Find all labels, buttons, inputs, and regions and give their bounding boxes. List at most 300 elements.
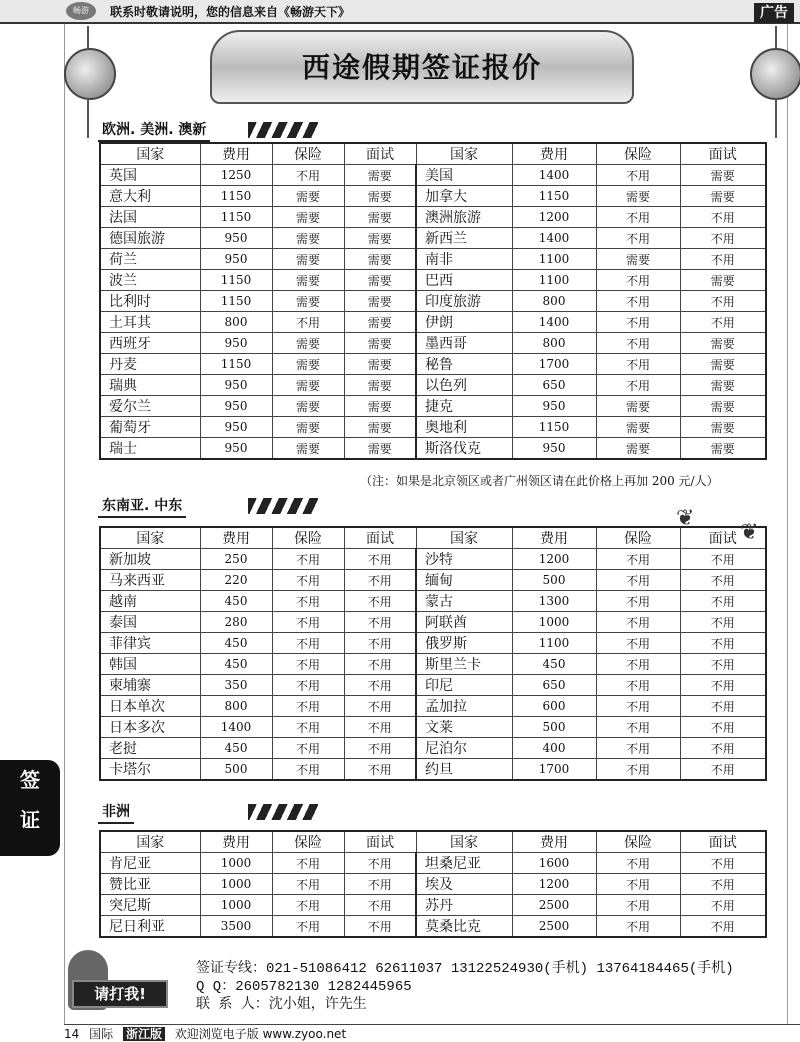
value-cell: 需要 bbox=[272, 375, 344, 396]
country-cell: 缅甸 bbox=[416, 570, 512, 591]
value-cell: 需要 bbox=[272, 228, 344, 249]
country-cell: 沙特 bbox=[416, 549, 512, 570]
country-cell: 斯里兰卡 bbox=[416, 654, 512, 675]
value-cell: 650 bbox=[512, 675, 596, 696]
value-cell: 不用 bbox=[344, 612, 416, 633]
call-label: 请打我! bbox=[72, 980, 168, 1008]
value-cell: 500 bbox=[512, 717, 596, 738]
table-row bbox=[100, 738, 766, 759]
value-cell: 不用 bbox=[596, 895, 680, 916]
page-footer bbox=[64, 1024, 800, 1041]
country-cell: 泰国 bbox=[100, 612, 200, 633]
value-cell: 不用 bbox=[596, 696, 680, 717]
page-number: 14 bbox=[64, 1027, 80, 1041]
country-cell: 坦桑尼亚 bbox=[416, 853, 512, 874]
value-cell: 需要 bbox=[680, 333, 766, 354]
table-row bbox=[100, 696, 766, 717]
value-cell: 需要 bbox=[272, 186, 344, 207]
country-cell: 以色列 bbox=[416, 375, 512, 396]
value-cell: 220 bbox=[200, 570, 272, 591]
value-cell: 不用 bbox=[344, 591, 416, 612]
table-row bbox=[100, 675, 766, 696]
value-cell: 950 bbox=[200, 396, 272, 417]
value-cell: 不用 bbox=[596, 165, 680, 186]
value-cell: 需要 bbox=[272, 291, 344, 312]
value-cell: 280 bbox=[200, 612, 272, 633]
value-cell: 不用 bbox=[272, 675, 344, 696]
country-cell: 荷兰 bbox=[100, 249, 200, 270]
value-cell: 不用 bbox=[272, 165, 344, 186]
column-header: 保险 bbox=[596, 831, 680, 853]
value-cell: 不用 bbox=[596, 633, 680, 654]
value-cell: 不用 bbox=[344, 633, 416, 654]
value-cell: 不用 bbox=[272, 853, 344, 874]
side-tab-char: 证 bbox=[20, 808, 40, 832]
value-cell: 不用 bbox=[344, 853, 416, 874]
value-cell: 需要 bbox=[680, 270, 766, 291]
value-cell: 需要 bbox=[272, 249, 344, 270]
country-cell: 蒙古 bbox=[416, 591, 512, 612]
column-header: 国家 bbox=[100, 831, 200, 853]
value-cell: 需要 bbox=[344, 186, 416, 207]
magazine-logo: 畅游 bbox=[66, 2, 96, 20]
value-cell: 不用 bbox=[596, 549, 680, 570]
column-header: 国家 bbox=[100, 527, 200, 549]
value-cell: 650 bbox=[512, 375, 596, 396]
value-cell: 需要 bbox=[680, 417, 766, 438]
column-header: 面试 bbox=[680, 831, 766, 853]
value-cell: 需要 bbox=[596, 186, 680, 207]
country-cell: 印度旅游 bbox=[416, 291, 512, 312]
table-row bbox=[100, 570, 766, 591]
value-cell: 不用 bbox=[596, 612, 680, 633]
value-cell: 950 bbox=[200, 375, 272, 396]
value-cell: 不用 bbox=[344, 675, 416, 696]
value-cell: 950 bbox=[200, 249, 272, 270]
value-cell: 不用 bbox=[596, 853, 680, 874]
country-cell: 阿联酋 bbox=[416, 612, 512, 633]
value-cell: 需要 bbox=[680, 186, 766, 207]
call-graphic bbox=[62, 950, 172, 1020]
column-header: 保险 bbox=[272, 831, 344, 853]
contact-hotline: 签证专线：021-51086412 62611037 13122524930(手机) 13764184465(手机) bbox=[196, 961, 734, 977]
value-cell: 450 bbox=[200, 591, 272, 612]
value-cell: 需要 bbox=[344, 312, 416, 333]
value-cell: 1200 bbox=[512, 207, 596, 228]
section-header-africa bbox=[98, 802, 318, 822]
value-cell: 不用 bbox=[680, 853, 766, 874]
value-cell: 不用 bbox=[272, 759, 344, 781]
value-cell: 需要 bbox=[680, 375, 766, 396]
value-cell: 800 bbox=[200, 696, 272, 717]
column-header: 面试 bbox=[680, 527, 766, 549]
value-cell: 需要 bbox=[344, 270, 416, 291]
value-cell: 不用 bbox=[680, 696, 766, 717]
value-cell: 需要 bbox=[344, 417, 416, 438]
table-row bbox=[100, 654, 766, 675]
value-cell: 1700 bbox=[512, 759, 596, 781]
value-cell: 需要 bbox=[344, 396, 416, 417]
value-cell: 不用 bbox=[344, 874, 416, 895]
lantern-string-right bbox=[775, 26, 777, 48]
section-label: 东南亚. 中东 bbox=[98, 496, 186, 518]
country-cell: 伊朗 bbox=[416, 312, 512, 333]
table-row bbox=[100, 874, 766, 895]
value-cell: 1000 bbox=[200, 895, 272, 916]
table-header-row bbox=[100, 143, 766, 165]
value-cell: 不用 bbox=[272, 895, 344, 916]
column-header: 费用 bbox=[200, 831, 272, 853]
country-cell: 埃及 bbox=[416, 874, 512, 895]
country-cell: 尼日利亚 bbox=[100, 916, 200, 938]
country-cell: 柬埔寨 bbox=[100, 675, 200, 696]
value-cell: 不用 bbox=[680, 759, 766, 781]
value-cell: 不用 bbox=[596, 354, 680, 375]
value-cell: 需要 bbox=[344, 207, 416, 228]
table-row bbox=[100, 612, 766, 633]
value-cell: 不用 bbox=[596, 591, 680, 612]
column-header: 面试 bbox=[680, 143, 766, 165]
value-cell: 需要 bbox=[680, 438, 766, 460]
column-header: 面试 bbox=[344, 143, 416, 165]
country-cell: 巴西 bbox=[416, 270, 512, 291]
country-cell: 南非 bbox=[416, 249, 512, 270]
table-row bbox=[100, 333, 766, 354]
value-cell: 不用 bbox=[344, 759, 416, 781]
value-cell: 1150 bbox=[200, 354, 272, 375]
value-cell: 不用 bbox=[680, 228, 766, 249]
value-cell: 不用 bbox=[680, 717, 766, 738]
value-cell: 800 bbox=[200, 312, 272, 333]
value-cell: 不用 bbox=[344, 717, 416, 738]
table-header-row bbox=[100, 831, 766, 853]
table-row bbox=[100, 207, 766, 228]
side-category-tab bbox=[0, 760, 60, 856]
value-cell: 不用 bbox=[272, 549, 344, 570]
country-cell: 俄罗斯 bbox=[416, 633, 512, 654]
contact-block bbox=[196, 960, 734, 1014]
country-cell: 斯洛伐克 bbox=[416, 438, 512, 460]
value-cell: 250 bbox=[200, 549, 272, 570]
country-cell: 文莱 bbox=[416, 717, 512, 738]
value-cell: 不用 bbox=[344, 738, 416, 759]
value-cell: 1150 bbox=[512, 417, 596, 438]
country-cell: 卡塔尔 bbox=[100, 759, 200, 781]
country-cell: 突尼斯 bbox=[100, 895, 200, 916]
country-cell: 瑞士 bbox=[100, 438, 200, 460]
value-cell: 950 bbox=[512, 396, 596, 417]
value-cell: 2500 bbox=[512, 895, 596, 916]
value-cell: 1000 bbox=[200, 874, 272, 895]
value-cell: 950 bbox=[512, 438, 596, 460]
column-header: 保险 bbox=[596, 527, 680, 549]
column-header: 费用 bbox=[512, 527, 596, 549]
table-row bbox=[100, 717, 766, 738]
value-cell: 不用 bbox=[680, 738, 766, 759]
table-row bbox=[100, 396, 766, 417]
column-header: 保险 bbox=[272, 143, 344, 165]
value-cell: 需要 bbox=[344, 333, 416, 354]
value-cell: 需要 bbox=[272, 333, 344, 354]
country-cell: 奥地利 bbox=[416, 417, 512, 438]
value-cell: 不用 bbox=[680, 591, 766, 612]
value-cell: 不用 bbox=[596, 270, 680, 291]
value-cell: 不用 bbox=[344, 916, 416, 938]
table-row bbox=[100, 438, 766, 460]
value-cell: 需要 bbox=[596, 438, 680, 460]
country-cell: 英国 bbox=[100, 165, 200, 186]
contact-person: 联 系 人：沈小姐，许先生 bbox=[196, 997, 367, 1013]
value-cell: 1100 bbox=[512, 633, 596, 654]
value-cell: 不用 bbox=[596, 916, 680, 938]
table-row bbox=[100, 228, 766, 249]
country-cell: 美国 bbox=[416, 165, 512, 186]
value-cell: 1250 bbox=[200, 165, 272, 186]
value-cell: 不用 bbox=[680, 895, 766, 916]
value-cell: 不用 bbox=[272, 570, 344, 591]
value-cell: 不用 bbox=[596, 333, 680, 354]
country-cell: 土耳其 bbox=[100, 312, 200, 333]
country-cell: 菲律宾 bbox=[100, 633, 200, 654]
country-cell: 老挝 bbox=[100, 738, 200, 759]
country-cell: 爱尔兰 bbox=[100, 396, 200, 417]
value-cell: 不用 bbox=[272, 696, 344, 717]
column-header: 保险 bbox=[596, 143, 680, 165]
value-cell: 不用 bbox=[596, 228, 680, 249]
price-note: （注：如果是北京领区或者广州领区请在此价格上再加 200 元/人） bbox=[360, 474, 719, 488]
country-cell: 新西兰 bbox=[416, 228, 512, 249]
value-cell: 1400 bbox=[512, 228, 596, 249]
country-cell: 法国 bbox=[100, 207, 200, 228]
value-cell: 不用 bbox=[680, 207, 766, 228]
title-banner bbox=[210, 30, 634, 104]
table-row bbox=[100, 633, 766, 654]
value-cell: 不用 bbox=[680, 312, 766, 333]
value-cell: 不用 bbox=[344, 654, 416, 675]
value-cell: 1600 bbox=[512, 853, 596, 874]
section-stripes bbox=[248, 498, 318, 514]
country-cell: 马来西亚 bbox=[100, 570, 200, 591]
value-cell: 需要 bbox=[272, 207, 344, 228]
table-row bbox=[100, 375, 766, 396]
value-cell: 需要 bbox=[272, 396, 344, 417]
top-strip bbox=[0, 0, 800, 24]
country-cell: 约旦 bbox=[416, 759, 512, 781]
table-row bbox=[100, 354, 766, 375]
value-cell: 1400 bbox=[200, 717, 272, 738]
edition-badge: 浙江版 bbox=[123, 1027, 165, 1041]
column-header: 面试 bbox=[344, 527, 416, 549]
lantern-left-icon bbox=[64, 48, 116, 100]
value-cell: 需要 bbox=[272, 438, 344, 460]
value-cell: 1400 bbox=[512, 165, 596, 186]
value-cell: 1150 bbox=[200, 270, 272, 291]
value-cell: 不用 bbox=[272, 591, 344, 612]
country-cell: 西班牙 bbox=[100, 333, 200, 354]
value-cell: 需要 bbox=[596, 396, 680, 417]
value-cell: 不用 bbox=[680, 654, 766, 675]
country-cell: 韩国 bbox=[100, 654, 200, 675]
country-cell: 德国旅游 bbox=[100, 228, 200, 249]
country-cell: 日本多次 bbox=[100, 717, 200, 738]
value-cell: 需要 bbox=[344, 438, 416, 460]
value-cell: 950 bbox=[200, 438, 272, 460]
value-cell: 需要 bbox=[680, 354, 766, 375]
value-cell: 不用 bbox=[596, 874, 680, 895]
value-cell: 不用 bbox=[680, 249, 766, 270]
section-stripes bbox=[248, 122, 318, 138]
value-cell: 不用 bbox=[596, 570, 680, 591]
country-cell: 加拿大 bbox=[416, 186, 512, 207]
country-cell: 波兰 bbox=[100, 270, 200, 291]
column-header: 国家 bbox=[416, 527, 512, 549]
value-cell: 950 bbox=[200, 228, 272, 249]
table-row bbox=[100, 549, 766, 570]
value-cell: 800 bbox=[512, 291, 596, 312]
value-cell: 需要 bbox=[344, 291, 416, 312]
value-cell: 1000 bbox=[200, 853, 272, 874]
table-row bbox=[100, 591, 766, 612]
value-cell: 不用 bbox=[680, 291, 766, 312]
value-cell: 不用 bbox=[596, 717, 680, 738]
value-cell: 不用 bbox=[344, 696, 416, 717]
value-cell: 不用 bbox=[680, 633, 766, 654]
lantern-string-left bbox=[87, 26, 89, 48]
value-cell: 需要 bbox=[344, 375, 416, 396]
value-cell: 需要 bbox=[344, 354, 416, 375]
value-cell: 350 bbox=[200, 675, 272, 696]
value-cell: 不用 bbox=[272, 916, 344, 938]
section-label: 非洲 bbox=[98, 802, 134, 824]
country-cell: 越南 bbox=[100, 591, 200, 612]
table-row bbox=[100, 270, 766, 291]
value-cell: 600 bbox=[512, 696, 596, 717]
country-cell: 苏丹 bbox=[416, 895, 512, 916]
value-cell: 不用 bbox=[680, 549, 766, 570]
value-cell: 不用 bbox=[680, 612, 766, 633]
country-cell: 赞比亚 bbox=[100, 874, 200, 895]
value-cell: 不用 bbox=[596, 759, 680, 781]
value-cell: 1400 bbox=[512, 312, 596, 333]
section-header-europe bbox=[98, 120, 318, 140]
value-cell: 400 bbox=[512, 738, 596, 759]
value-cell: 1300 bbox=[512, 591, 596, 612]
table-row bbox=[100, 312, 766, 333]
page-title: 西途假期签证报价 bbox=[301, 51, 542, 84]
value-cell: 不用 bbox=[680, 916, 766, 938]
column-header: 费用 bbox=[512, 143, 596, 165]
country-cell: 孟加拉 bbox=[416, 696, 512, 717]
country-cell: 莫桑比克 bbox=[416, 916, 512, 938]
value-cell: 不用 bbox=[344, 895, 416, 916]
table-header-row bbox=[100, 527, 766, 549]
column-header: 费用 bbox=[512, 831, 596, 853]
lantern-tassel-left bbox=[87, 98, 89, 138]
value-cell: 500 bbox=[200, 759, 272, 781]
country-cell: 新加坡 bbox=[100, 549, 200, 570]
table-row bbox=[100, 165, 766, 186]
contact-qq: Q Q：2605782130 1282445965 bbox=[196, 979, 412, 995]
value-cell: 不用 bbox=[680, 675, 766, 696]
side-tab-char: 签 bbox=[20, 768, 40, 792]
column-header: 面试 bbox=[344, 831, 416, 853]
value-cell: 950 bbox=[200, 417, 272, 438]
section-label: 欧洲. 美洲. 澳新 bbox=[98, 120, 210, 142]
value-cell: 不用 bbox=[596, 207, 680, 228]
table-row bbox=[100, 417, 766, 438]
column-header: 国家 bbox=[416, 143, 512, 165]
value-cell: 不用 bbox=[272, 633, 344, 654]
value-cell: 不用 bbox=[596, 375, 680, 396]
value-cell: 不用 bbox=[596, 675, 680, 696]
value-cell: 1000 bbox=[512, 612, 596, 633]
country-cell: 瑞典 bbox=[100, 375, 200, 396]
value-cell: 1700 bbox=[512, 354, 596, 375]
value-cell: 2500 bbox=[512, 916, 596, 938]
table-row bbox=[100, 853, 766, 874]
value-cell: 800 bbox=[512, 333, 596, 354]
value-cell: 需要 bbox=[596, 417, 680, 438]
value-cell: 不用 bbox=[272, 738, 344, 759]
value-cell: 950 bbox=[200, 333, 272, 354]
butterfly-icon: ❦ bbox=[676, 506, 695, 531]
country-cell: 澳洲旅游 bbox=[416, 207, 512, 228]
value-cell: 不用 bbox=[344, 549, 416, 570]
value-cell: 需要 bbox=[272, 417, 344, 438]
value-cell: 不用 bbox=[596, 654, 680, 675]
value-cell: 不用 bbox=[680, 874, 766, 895]
country-cell: 印尼 bbox=[416, 675, 512, 696]
country-cell: 肯尼亚 bbox=[100, 853, 200, 874]
value-cell: 需要 bbox=[344, 228, 416, 249]
country-cell: 秘鲁 bbox=[416, 354, 512, 375]
value-cell: 不用 bbox=[272, 874, 344, 895]
value-cell: 450 bbox=[200, 633, 272, 654]
value-cell: 需要 bbox=[680, 396, 766, 417]
table-row bbox=[100, 186, 766, 207]
table-row bbox=[100, 249, 766, 270]
value-cell: 不用 bbox=[272, 717, 344, 738]
value-cell: 需要 bbox=[344, 165, 416, 186]
section-stripes bbox=[248, 804, 318, 820]
value-cell: 需要 bbox=[680, 165, 766, 186]
lantern-right-icon bbox=[750, 48, 800, 100]
value-cell: 1100 bbox=[512, 249, 596, 270]
source-note: 联系时敬请说明，您的信息来自《畅游天下》 bbox=[110, 5, 351, 19]
value-cell: 450 bbox=[200, 738, 272, 759]
value-cell: 1100 bbox=[512, 270, 596, 291]
value-cell: 1150 bbox=[200, 291, 272, 312]
value-cell: 450 bbox=[512, 654, 596, 675]
value-cell: 需要 bbox=[344, 249, 416, 270]
value-cell: 不用 bbox=[272, 612, 344, 633]
table-row bbox=[100, 895, 766, 916]
lantern-tassel-right bbox=[775, 98, 777, 138]
value-cell: 1200 bbox=[512, 874, 596, 895]
value-cell: 不用 bbox=[680, 570, 766, 591]
value-cell: 1150 bbox=[512, 186, 596, 207]
value-cell: 不用 bbox=[272, 312, 344, 333]
country-cell: 尼泊尔 bbox=[416, 738, 512, 759]
column-header: 费用 bbox=[200, 143, 272, 165]
value-cell: 不用 bbox=[272, 654, 344, 675]
footer-section: 国际 bbox=[89, 1027, 114, 1041]
visa-table-asia bbox=[99, 526, 767, 781]
table-row bbox=[100, 916, 766, 938]
visa-table-europe bbox=[99, 142, 767, 460]
value-cell: 1200 bbox=[512, 549, 596, 570]
ad-tag: 广告 bbox=[754, 3, 794, 23]
